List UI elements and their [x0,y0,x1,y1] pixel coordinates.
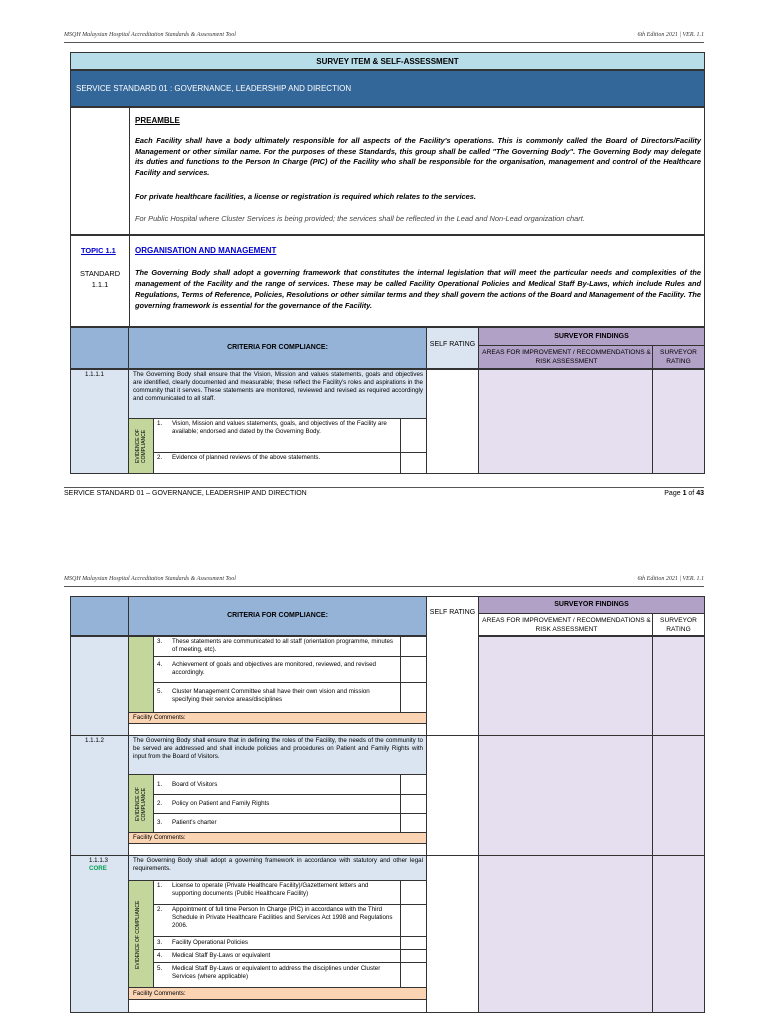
topic-label-link[interactable]: TOPIC 1.1 [81,246,116,255]
survey-title-bar [70,52,705,70]
evidence-label: EVIDENCE OF COMPLIANCE [135,429,147,463]
header-title: MSQH Malaysian Hospital Accreditation Standards & Assessment Tool [64,576,236,582]
criteria-text: The Governing Body shall ensure that the Vision, Mission and values statements, goals and objectives are identified, clearly documented and measurable; these reflect the Facility's roles and aspirations in the community that it serves. These statements are monitored, reviewed and revised as required accordingly and communicated to all staff. [133,371,423,402]
areas-cell[interactable] [478,855,653,1013]
self-rating-cell[interactable] [426,596,479,736]
evidence-checkbox[interactable] [400,936,427,950]
evidence-label: EVIDENCE OF COMPLIANCE [135,787,147,821]
surveyor-findings-label: SURVEYOR FINDINGS [554,601,629,608]
evidence-item: 2. Appointment of full time Person In Charge (PIC) in accordance with the Third Schedule in Private Healthcare Facilities and Services Act 1998 and Regulations 2006. [153,904,401,937]
criteria-id-cell [70,735,129,856]
criteria-id-cell [70,369,129,474]
topic-title-link[interactable]: ORGANISATION AND MANAGEMENT [135,246,277,255]
evidence-checkbox[interactable] [400,949,427,963]
footer-page-number: Page 1 of 43 [664,490,704,497]
evidence-checkbox[interactable] [400,774,427,795]
evidence-text: Evidence of planned reviews of the above statements. [172,454,321,461]
surveyor-findings-header [478,327,705,346]
criteria-id-cell [70,636,129,736]
criteria-id: 1.1.1.1 [85,371,104,378]
evidence-item: 3. Facility Operational Policies [153,936,401,950]
table-header-criteria [128,327,427,369]
service-standard-bar [70,70,705,107]
footer-title: SERVICE STANDARD 01 – GOVERNANCE, LEADERSHIP AND DIRECTION [64,490,307,497]
page-header [64,574,704,587]
surveyor-rating-header [652,613,705,636]
service-standard-title: SERVICE STANDARD 01 : GOVERNANCE, LEADERSHIP AND DIRECTION [76,84,352,93]
criteria-id-cell [70,855,129,1013]
surveyor-findings-label: SURVEYOR FINDINGS [554,333,629,340]
criteria-text-cell [128,735,427,775]
evidence-item: 2. Policy on Patient and Family Rights [153,794,401,814]
areas-header [478,613,653,636]
header-title: MSQH Malaysian Hospital Accreditation Standards & Assessment Tool [64,32,236,38]
preamble-heading: PREAMBLE [135,116,180,125]
evidence-checkbox[interactable] [400,880,427,905]
facility-comments-input[interactable] [128,999,427,1013]
criteria-text: The Governing Body shall adopt a governing framework in accordance with statutory and other legal requirements. [133,857,423,872]
self-rating-cell[interactable] [426,855,479,1013]
standard-label: STANDARD [79,269,121,278]
areas-label: AREAS FOR IMPROVEMENT / RECOMMENDATIONS & RISK ASSESSMENT [482,617,651,633]
preamble-section [70,107,705,235]
surveyor-rating-cell[interactable] [652,636,705,736]
facility-comments-label: Facility Comments: [128,987,427,1000]
evidence-item: 4. Achievement of goals and objectives are monitored, reviewed, and revised accordingly. [153,656,401,683]
self-rating-cell[interactable] [426,369,479,474]
evidence-number: 2. [157,454,163,461]
table-header-criteria [128,596,427,636]
evidence-side-cell [128,880,154,988]
header-edition: 6th Edition 2021 | VER. 1.1 [637,576,704,582]
criteria-text-cell [128,369,427,419]
self-rating-cell[interactable] [426,735,479,856]
page-header [64,30,704,43]
areas-cell[interactable] [478,369,653,474]
evidence-checkbox[interactable] [400,904,427,937]
evidence-checkbox[interactable] [400,452,427,474]
criteria-id: 1.1.1.2 [85,737,104,744]
facility-comments-label: Facility Comments: [128,712,427,724]
areas-cell[interactable] [478,735,653,856]
page-footer [64,487,704,500]
evidence-text: Vision, Mission and values statements, goals, and objectives of the Facility are available; endorsed and dated by the Governing Body. [172,420,387,435]
evidence-side-cell [128,636,154,713]
evidence-item: 5. Medical Staff By-Laws or equivalent to address the disciplines under Cluster Services (where applicable) [153,962,401,988]
evidence-item: 1. License to operate (Private Healthcare Facility)/Gazettement letters and supporting documents (Public Healthcare Facility) [153,880,401,905]
evidence-side-cell [128,774,154,833]
areas-cell[interactable] [478,636,653,736]
criteria-text-cell [128,855,427,881]
table-header-id-col [70,596,129,636]
survey-title: SURVEY ITEM & SELF-ASSESSMENT [316,57,459,66]
evidence-item [153,452,401,474]
evidence-item: 5. Cluster Management Committee shall have their own vision and mission specifying their service areas/disciplines [153,682,401,713]
evidence-item [153,418,401,453]
evidence-label: EVIDENCE OF COMPLIANCE [135,900,141,970]
evidence-checkbox[interactable] [400,813,427,833]
surveyor-findings-header [478,596,705,614]
standard-number: 1.1.1 [91,280,109,289]
preamble-paragraph-3: For Public Hospital where Cluster Services is being provided; the services shall be reflected in the Lead and Non-Lead organization chart. [135,214,585,223]
table-header-id-col [70,327,129,369]
evidence-item: 1. Board of Visitors [153,774,401,795]
surveyor-rating-label: SURVEYOR RATING [660,617,697,633]
surveyor-rating-label: SURVEYOR RATING [660,349,697,365]
areas-label: AREAS FOR IMPROVEMENT / RECOMMENDATIONS & RISK ASSESSMENT [482,349,651,365]
core-badge: CORE [89,865,107,872]
evidence-checkbox[interactable] [400,418,427,453]
surveyor-rating-cell[interactable] [652,735,705,856]
surveyor-rating-cell[interactable] [652,369,705,474]
header-edition: 6th Edition 2021 | VER. 1.1 [637,32,704,38]
evidence-checkbox[interactable] [400,636,427,657]
evidence-checkbox[interactable] [400,962,427,988]
surveyor-rating-cell[interactable] [652,855,705,1013]
preamble-paragraph-2: For private healthcare facilities, a license or registration is required which relates to the services. [135,192,476,201]
criteria-header-label: CRITERIA FOR COMPLIANCE: [227,344,328,351]
facility-comments-label: Facility Comments: [128,832,427,844]
evidence-checkbox[interactable] [400,682,427,713]
evidence-item: 3. These statements are communicated to all staff (orientation programme, minutes of meeting, etc). [153,636,401,657]
areas-header [478,345,653,369]
topic-section [70,235,705,327]
criteria-id: 1.1.1.3 [89,857,108,864]
evidence-checkbox[interactable] [400,794,427,814]
evidence-item: 4. Medical Staff By-Laws or equivalent [153,949,401,963]
evidence-number: 1. [157,420,163,427]
criteria-text: The Governing Body shall ensure that in defining the roles of the Facility, the needs of the community to be served are addressed and shall include policies and procedures on Patient and Family Rights with input from the Board of Visitors. [133,737,423,760]
evidence-side-cell [128,418,154,474]
preamble-paragraph-1: Each Facility shall have a body ultimately responsible for all aspects of the Facility's operations. This is commonly called the Board of Directors/Facility Management or other similar name. For the purposes of these Standards, this group shall be called "The Governing Body". The Governing Body may delegate its duties and functions to the Person In Charge (PIC) of the Facility who shall be responsible for the organisation, management and control of the Healthcare Facility and services. [135,136,701,177]
standard-text: The Governing Body shall adopt a governing framework that constitutes the internal legislation that will meet the particular needs and complexities of the management of the Facility and the range of services. These may be called Facility Operational Policies and Medical Staff By-Laws, which include Rules and Regulations, Terms of Reference, Policies, Resolutions or other similar terms and they shall govern the actions of the Board and Management of the Facility. The governing framework is essential for the governance of the Facility. [135,268,701,310]
self-rating-label: SELF RATING [429,341,476,348]
evidence-checkbox[interactable] [400,656,427,683]
evidence-item: 3. Patient's charter [153,813,401,833]
self-rating-label: SELF RATING [429,609,476,616]
criteria-header-label: CRITERIA FOR COMPLIANCE: [227,612,328,619]
table-header-self-rating [426,327,479,369]
surveyor-rating-header [652,345,705,369]
